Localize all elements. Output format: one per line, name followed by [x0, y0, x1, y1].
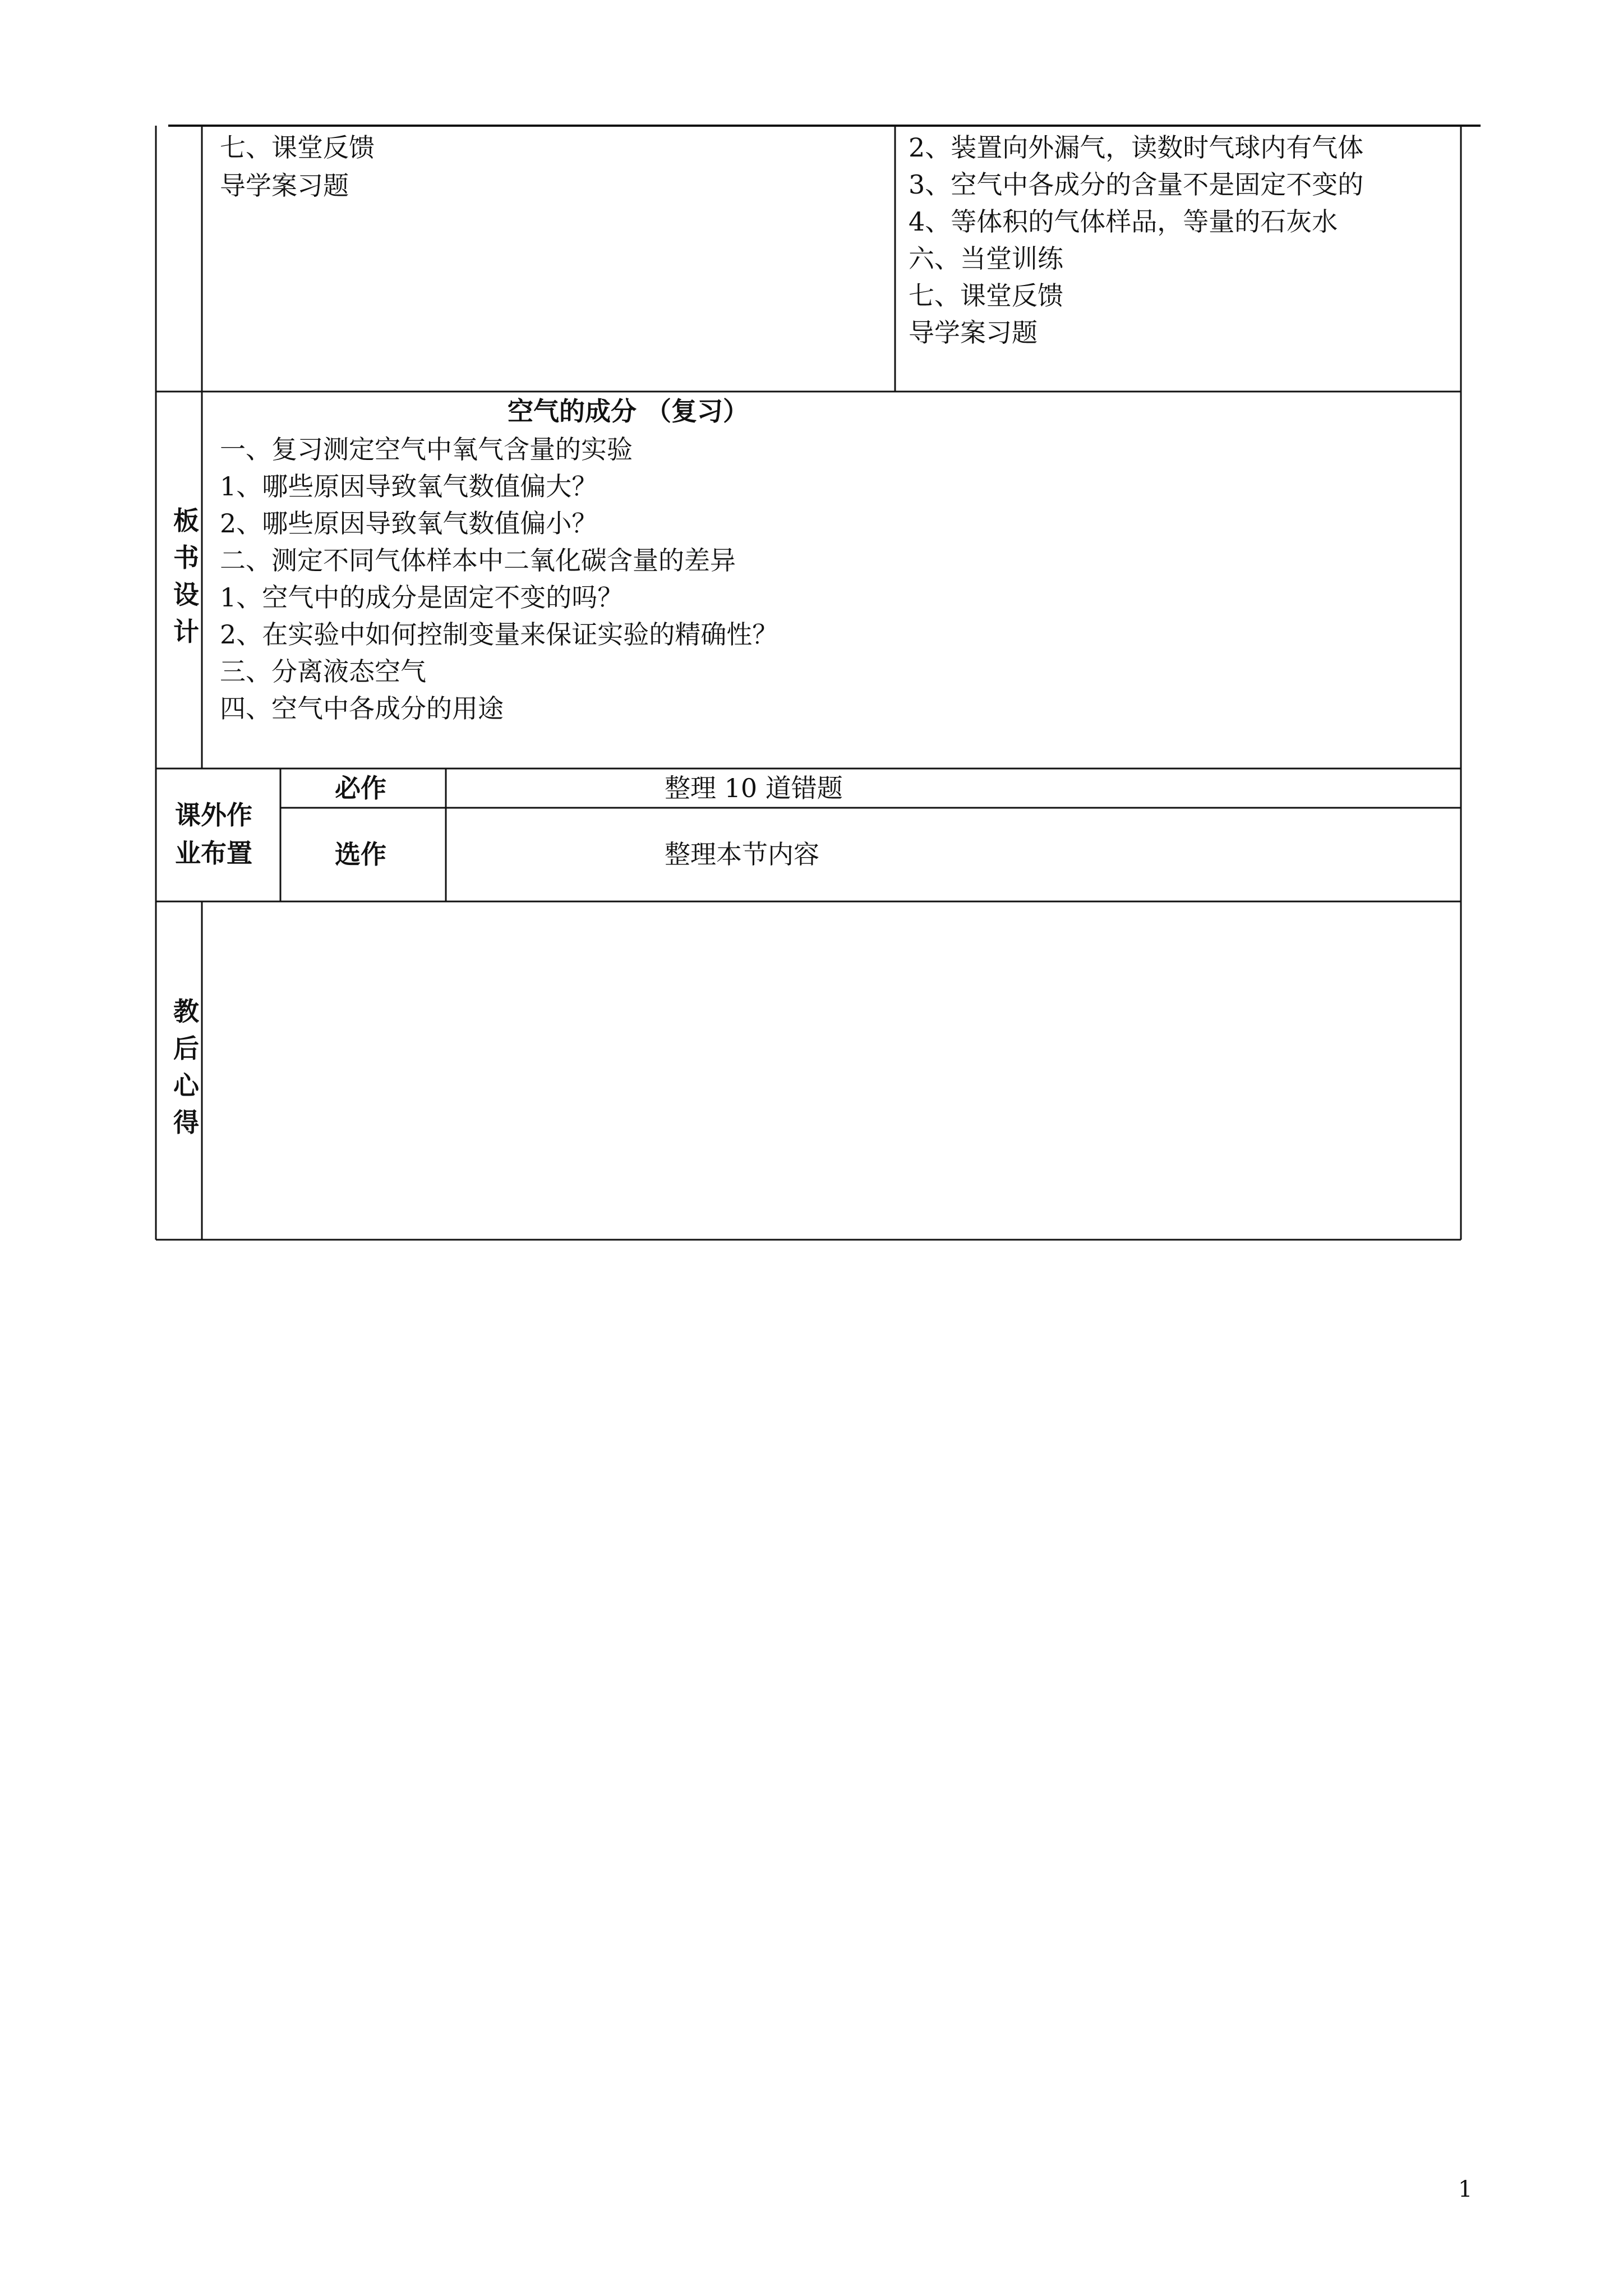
- optional-label: 选作: [335, 839, 386, 869]
- board-line: 1、空气中的成分是固定不变的吗？: [220, 582, 624, 613]
- board-line: 一、复习测定空气中氧气含量的实验: [220, 434, 633, 464]
- board-line: 2、在实验中如何控制变量来保证实验的精确性？: [220, 619, 778, 650]
- board-design-title: 空气的成分 （复习）: [508, 396, 749, 426]
- top-right-line: 七、课堂反馈: [909, 280, 1063, 311]
- top-right-line: 2、装置向外漏气，读数时气球内有气体: [909, 132, 1364, 163]
- top-right-line: 4、等体积的气体样品，等量的石灰水: [909, 206, 1338, 237]
- board-line: 四、空气中各成分的用途: [220, 693, 504, 724]
- top-right-line: 3、空气中各成分的含量不是固定不变的: [909, 169, 1364, 200]
- required-label: 必作: [335, 773, 386, 803]
- board-line: 二、测定不同气体样本中二氧化碳含量的差异: [220, 545, 736, 576]
- top-left-line: 七、课堂反馈: [220, 132, 375, 163]
- board-line: 三、分离液态空气: [220, 656, 426, 687]
- homework-label-line1: 课外作: [175, 800, 252, 830]
- homework-label-line2: 业布置: [175, 838, 252, 868]
- reflection-label: 教后心得: [173, 996, 199, 1138]
- top-left-line: 导学案习题: [220, 171, 349, 201]
- board-line: 1、哪些原因导致氧气数值偏大？: [220, 471, 598, 501]
- required-text: 整理 10 道错题: [665, 773, 843, 803]
- board-line: 2、哪些原因导致氧气数值偏小？: [220, 508, 598, 539]
- board-design-label: 板书设计: [173, 505, 199, 647]
- top-right-line: 六、当堂训练: [909, 243, 1063, 274]
- top-right-line: 导学案习题: [909, 318, 1038, 348]
- page-number: 1: [1458, 2177, 1473, 2202]
- optional-text: 整理本节内容: [665, 839, 819, 869]
